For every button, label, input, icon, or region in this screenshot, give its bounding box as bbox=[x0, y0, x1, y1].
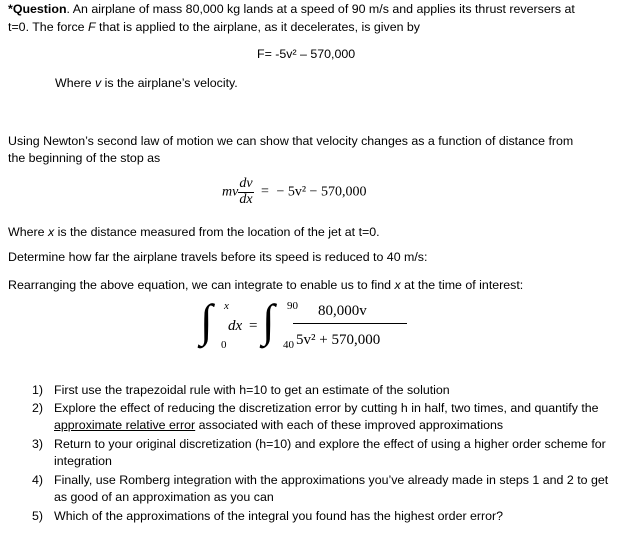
integral-denominator: 5v² + 570,000 bbox=[296, 332, 381, 348]
left-integral-lower: 0 bbox=[221, 339, 227, 351]
integral-equals: = bbox=[249, 318, 258, 334]
integral-numerator: 80,000v bbox=[318, 303, 367, 319]
rearrange-text: Rearranging the above equation, we can integrate to enable us to find x at the time of interest: bbox=[8, 278, 524, 292]
question-intro-line2: t=0. The force F that is applied to the airplane, as it decelerates, is given by bbox=[8, 20, 421, 34]
newton-line2: the beginning of the stop as bbox=[8, 151, 161, 165]
newton-line1: Using Newton’s second law of motion we can show that velocity changes as a function of distance from bbox=[8, 134, 574, 148]
right-integral-lower: 40 bbox=[283, 339, 294, 351]
left-integral-upper: x bbox=[224, 300, 229, 312]
where-v-text: Where v is the airplane’s velocity. bbox=[55, 76, 238, 90]
fraction-bar bbox=[293, 323, 407, 324]
right-integral-upper: 90 bbox=[287, 300, 298, 312]
question-label: *Question bbox=[8, 2, 67, 16]
ode-derivative: $\frac{dv}{dx}$ bbox=[239, 176, 253, 207]
approximate-relative-error-term: approximate relative error bbox=[54, 418, 196, 432]
question-intro-line1: *Question. An airplane of mass 80,000 kg lands at a speed of 90 m/s and applies its thrust reversers at bbox=[8, 2, 575, 16]
ode-equation: mv $\frac{dv}{dx}$ = − 5v² − 570,000 bbox=[222, 176, 367, 207]
ode-rhs: − 5v² − 570,000 bbox=[276, 184, 367, 200]
right-integral-sign: ∫ bbox=[262, 295, 275, 346]
ode-lhs: mv bbox=[222, 184, 239, 200]
where-x-text: Where x is the distance measured from the location of the jet at t=0. bbox=[8, 225, 380, 239]
left-integral-sign: ∫ bbox=[200, 295, 213, 346]
determine-text: Determine how far the airplane travels before its speed is reduced to 40 m/s: bbox=[8, 250, 428, 264]
force-equation: F= -5v² – 570,000 bbox=[257, 47, 356, 61]
left-integrand: dx bbox=[228, 318, 243, 334]
